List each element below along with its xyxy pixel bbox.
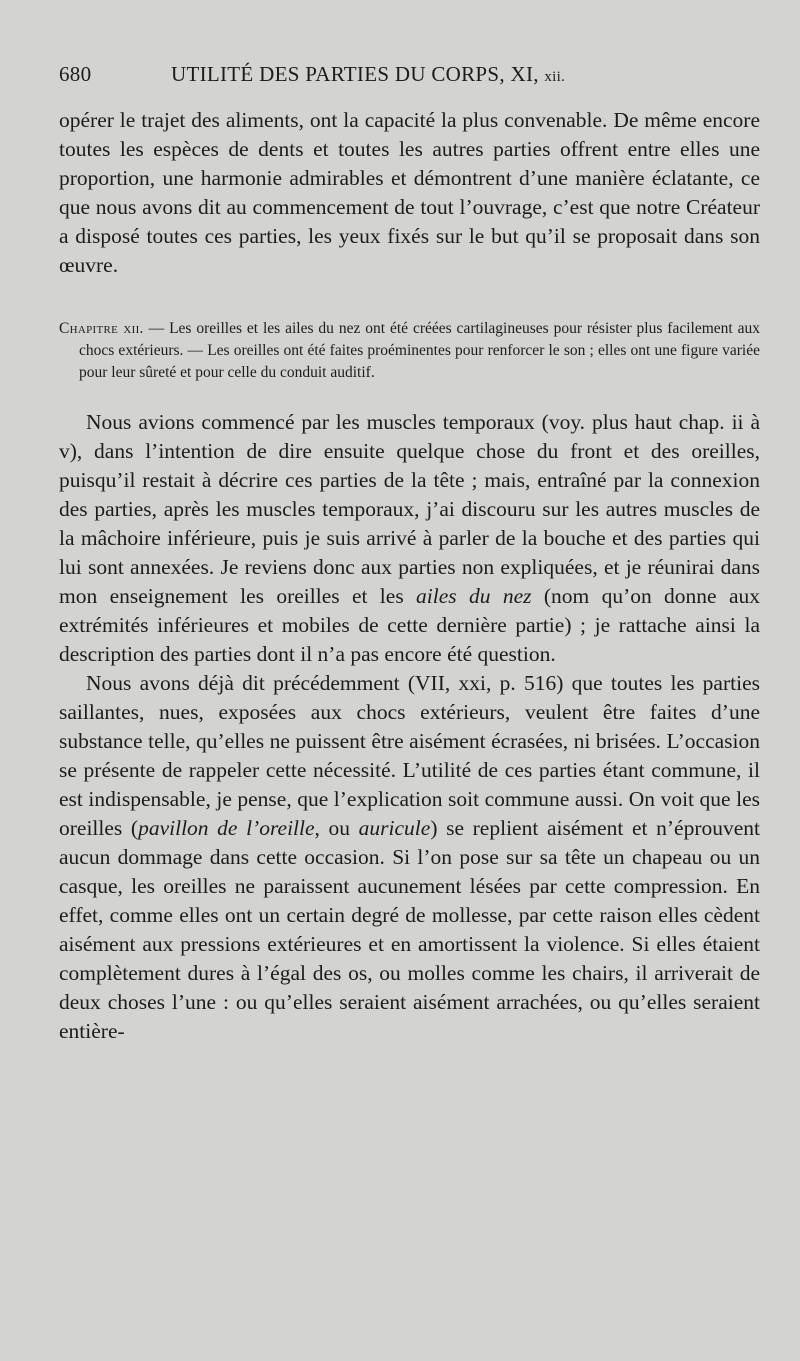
running-title-text: UTILITÉ DES PARTIES DU CORPS, XI, <box>171 62 539 86</box>
opening-paragraph: opérer le trajet des aliments, ont la capacité la plus convenable. De même encore toutes les espèces de dents et toutes les autres parties offrent entre elles une proportion, une harmonie admirables et démontrent d’une manière éclatante, ce que nous avons dit au commencement de tout l’ouvrage, c’est que notre Créateur a disposé toutes ces parties, les yeux fixés sur le but qu’il se proposait dans son œuvre. <box>59 108 760 277</box>
paragraph-2-text-a: Nous avons déjà dit précédemment (VII, xxi, p. 516) que toutes les parties saillantes, nues, exposées aux chocs extérieurs, veulent être faites d’une substance telle, qu’elles ne puissent être aisément écrasées, ni brisées. L’occasion se présente de rappeler cette nécessité. L’utilité de ces parties étant commune, il est indispensable, je pense, que l’explication soit commune aussi. On voit que les oreilles ( <box>59 671 760 840</box>
page-number: 680 <box>59 62 92 86</box>
paragraph-1-italic-term: ailes du nez <box>416 584 532 608</box>
running-title <box>171 62 565 87</box>
chapter-label: Chapitre xii. <box>59 320 144 337</box>
paragraph-2-italic-term-2: auricule <box>358 816 431 840</box>
body-paragraph-2 <box>59 669 760 1046</box>
chapter-body <box>59 408 760 1046</box>
running-chapter: xii. <box>544 69 566 85</box>
body-paragraph-1 <box>59 408 760 669</box>
paragraph-1-text-a: Nous avions commencé par les muscles temporaux (voy. plus haut chap. ii à v), dans l’intention de dire ensuite quelque chose du front et des oreilles, puisqu’il restait à décrire ces parties de la tête ; mais, entraîné par la connexion des parties, après les muscles temporaux, j’ai discouru sur les autres muscles de la mâchoire inférieure, puis je suis arrivé à parler de la bouche et des parties qui lui sont annexées. Je reviens donc aux parties non expliquées, et je réunirai dans mon enseignement les oreilles et les <box>59 410 760 608</box>
paragraph-2-text-c: ) se replient aisément et n’éprouvent aucun dommage dans cette occasion. Si l’on pose sur sa tête un chapeau ou un casque, les oreilles ne paraissent aucunement lésées par cette compression. En effet, comme elles ont un certain degré de mollesse, par cette raison elles cèdent aisément aux pressions extérieures et en amortissent la violence. Si elles étaient complètement dures à l’égal des os, ou molles comme les chairs, il arriverait de deux choses l’une : ou qu’elles seraient aisément arrachées, ou qu’elles seraient entière- <box>59 816 760 1043</box>
paragraph-1-text-b: (nom qu’on donne aux extrémités inférieures et mobiles de cette dernière partie) ; je rattache ainsi la description des parties dont il n’a pas encore été question. <box>59 584 760 666</box>
paragraph-2-text-b: , ou <box>314 816 359 840</box>
chapter-summary-text: — Les oreilles et les ailes du nez ont été créées cartilagineuses pour résister plus facilement aux chocs extérieurs. — Les oreilles ont été faites proéminentes pour renforcer le son ; elles ont une figure variée pour leur sûreté et pour celle du conduit auditif. <box>79 320 760 381</box>
chapter-summary <box>59 318 760 384</box>
page-header <box>59 62 760 102</box>
paragraph-2-italic-term-1: pavillon de l’oreille <box>138 816 315 840</box>
